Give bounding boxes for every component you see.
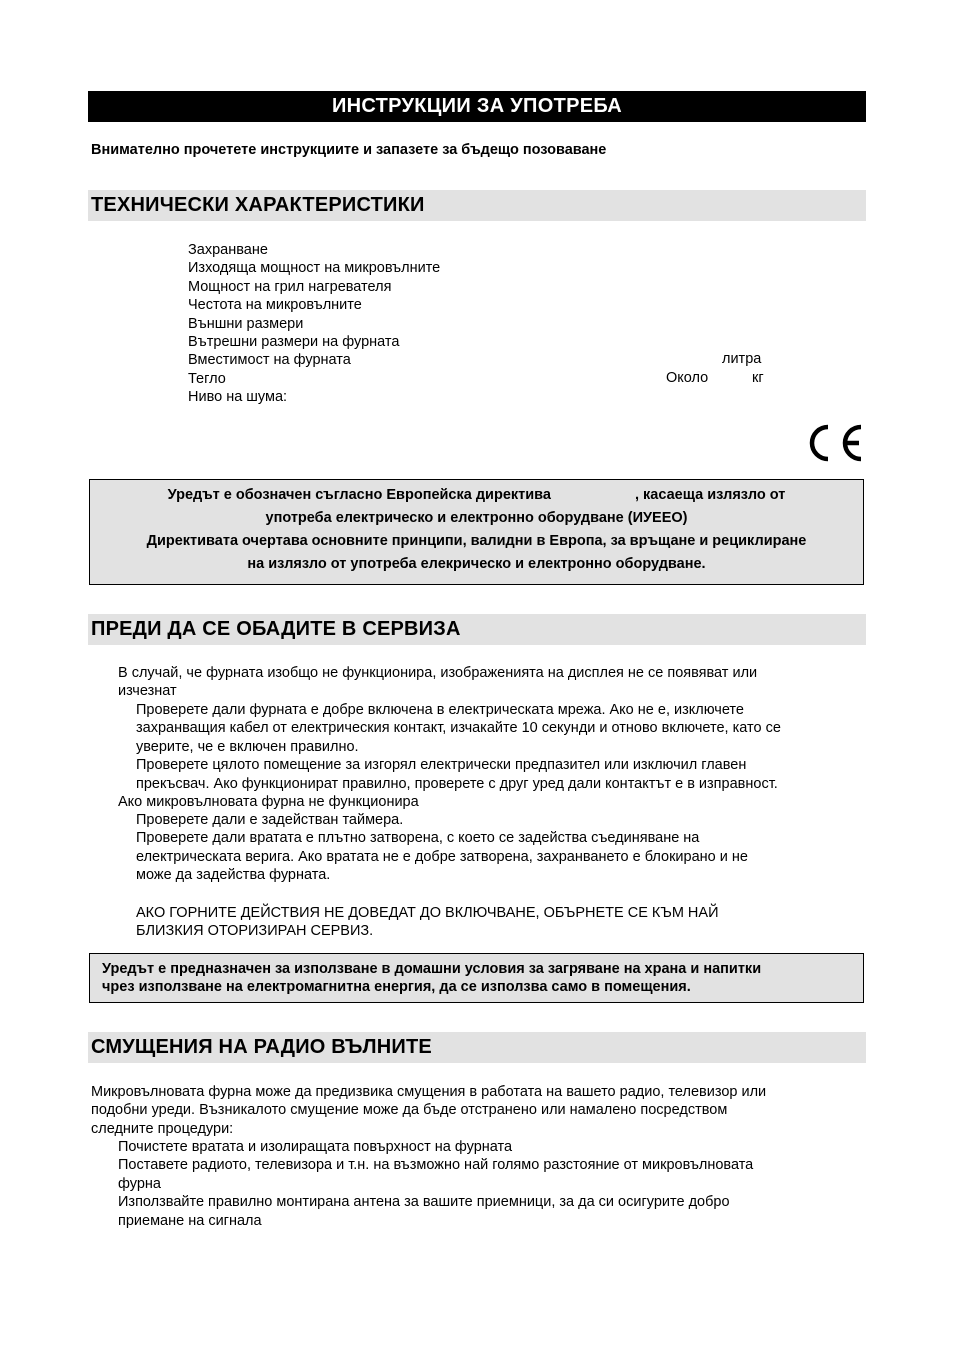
- text-line: Проверете цялото помещение за изгорял електрически предпазител или изключил главен: [136, 757, 747, 774]
- spec-item: Външни размери: [188, 315, 304, 332]
- service-no-microwave: Ако микровълновата фурна не функционира: [118, 794, 419, 810]
- section-heading-radio: СМУЩЕНИЯ НА РАДИО ВЪЛНИТЕ: [88, 1032, 866, 1063]
- weee-line: употреба електрическо и електронно оборудване (ИУЕЕО): [265, 510, 688, 526]
- page-title: ИНСТРУКЦИИ ЗА УПОТРЕБА: [88, 91, 866, 122]
- text-line: Уредът е предназначен за използване в домашни условия за загряване на храна и напитки: [102, 961, 762, 977]
- service-intro: [118, 664, 757, 701]
- text-line: изчезнат: [118, 683, 177, 700]
- spec-item: Захранване: [188, 242, 268, 258]
- text-line: електрическата верига. Ако вратата не е добре затворена, захранването е блокирано и не: [136, 848, 748, 865]
- weee-line: Уредът е обозначен съгласно Европейска директива: [167, 487, 551, 503]
- radio-intro: [91, 1083, 766, 1138]
- text-line: прекъсвач. Ако функционират правилно, проверете с друг уред дали контактът е в изправност.: [136, 775, 778, 792]
- spec-item: Мощност на грил нагревателя: [188, 278, 392, 295]
- radio-procedures: [118, 1138, 753, 1230]
- text-line: Микровълновата фурна може да предизвика смущения в работата на вашето радио, телевизор или: [91, 1084, 767, 1100]
- spec-item: Тегло: [188, 370, 226, 387]
- weee-line: на излязло от употреба елекрическо и електронно оборудване.: [247, 556, 706, 572]
- text-line: фурна: [118, 1175, 161, 1192]
- intro-note: Внимателно прочетете инструкциите и запазете за бъдещо позоваване: [91, 142, 607, 158]
- text-line: В случай, че фурната изобщо не функционира, изображенията на дисплея не се появяват или: [118, 665, 758, 681]
- weight-unit: кг: [752, 370, 764, 386]
- service-check-power: [136, 701, 781, 793]
- spec-item: Вътрешни размери на фурната: [188, 334, 400, 351]
- text-line: Използвайте правилно монтирана антена за вашите приемници, за да си осигурите добро: [118, 1194, 730, 1211]
- spec-item: Ниво на шума:: [188, 389, 288, 406]
- spec-list: [188, 241, 440, 407]
- service-warning: [136, 904, 719, 941]
- text-line: захранващия кабел от електрическия контакт, изчакайте 10 секунди и отново включете, като се: [136, 720, 781, 737]
- service-check-timer-door: [136, 811, 748, 885]
- weee-notice-box: [89, 479, 864, 585]
- text-line: Проверете дали е задействан таймера.: [136, 812, 404, 828]
- spec-item: Честота на микровълните: [188, 297, 362, 314]
- section-heading-specs: ТЕХНИЧЕСКИ ХАРАКТЕРИСТИКИ: [88, 190, 866, 221]
- usage-notice-box: [89, 953, 864, 1003]
- weight-prefix: Около: [666, 370, 709, 386]
- spec-item: Изходяща мощност на микровълните: [188, 260, 441, 277]
- ce-mark-icon: [800, 421, 864, 465]
- text-line: Почистете вратата и изолиращата повърхност на фурната: [118, 1139, 513, 1155]
- spec-item: Вместимост на фурната: [188, 352, 351, 369]
- text-line: БЛИЗКИЯ ОТОРИЗИРАН СЕРВИЗ.: [136, 923, 374, 940]
- text-line: чрез използване на електромагнитна енергия, да се използва само в помещения.: [102, 979, 691, 996]
- text-line: Поставете радиото, телевизора и т.н. на възможно най голямо разстояние от микровълновата: [118, 1157, 754, 1174]
- weee-line: , касаеща излязло от: [634, 487, 786, 503]
- text-line: следните процедури:: [91, 1120, 234, 1137]
- text-line: АКО ГОРНИТЕ ДЕЙСТВИЯ НЕ ДОВЕДАТ ДО ВКЛЮЧВАНЕ, ОБЪРНЕТЕ СЕ КЪМ НАЙ: [136, 905, 719, 921]
- text-line: Проверете дали фурната е добре включена в електрическата мрежа. Ако не е, изключете: [136, 702, 744, 718]
- text-line: подобни уреди. Възникалото смущение може да бъде отстранено или намалено посредством: [91, 1102, 728, 1119]
- text-line: уверите, че е включен правилно.: [136, 738, 359, 755]
- weee-line: Директивата очертава основните принципи, валидни в Европа, за връщане и рециклиране: [146, 533, 807, 549]
- capacity-unit: литра: [722, 351, 762, 367]
- section-heading-service: ПРЕДИ ДА СЕ ОБАДИТЕ В СЕРВИЗА: [88, 614, 866, 645]
- text-line: Проверете дали вратата е плътно затворена, с което се задейства съединяване на: [136, 830, 700, 847]
- text-line: приемане на сигнала: [118, 1212, 262, 1229]
- text-line: може да задейства фурната.: [136, 867, 331, 884]
